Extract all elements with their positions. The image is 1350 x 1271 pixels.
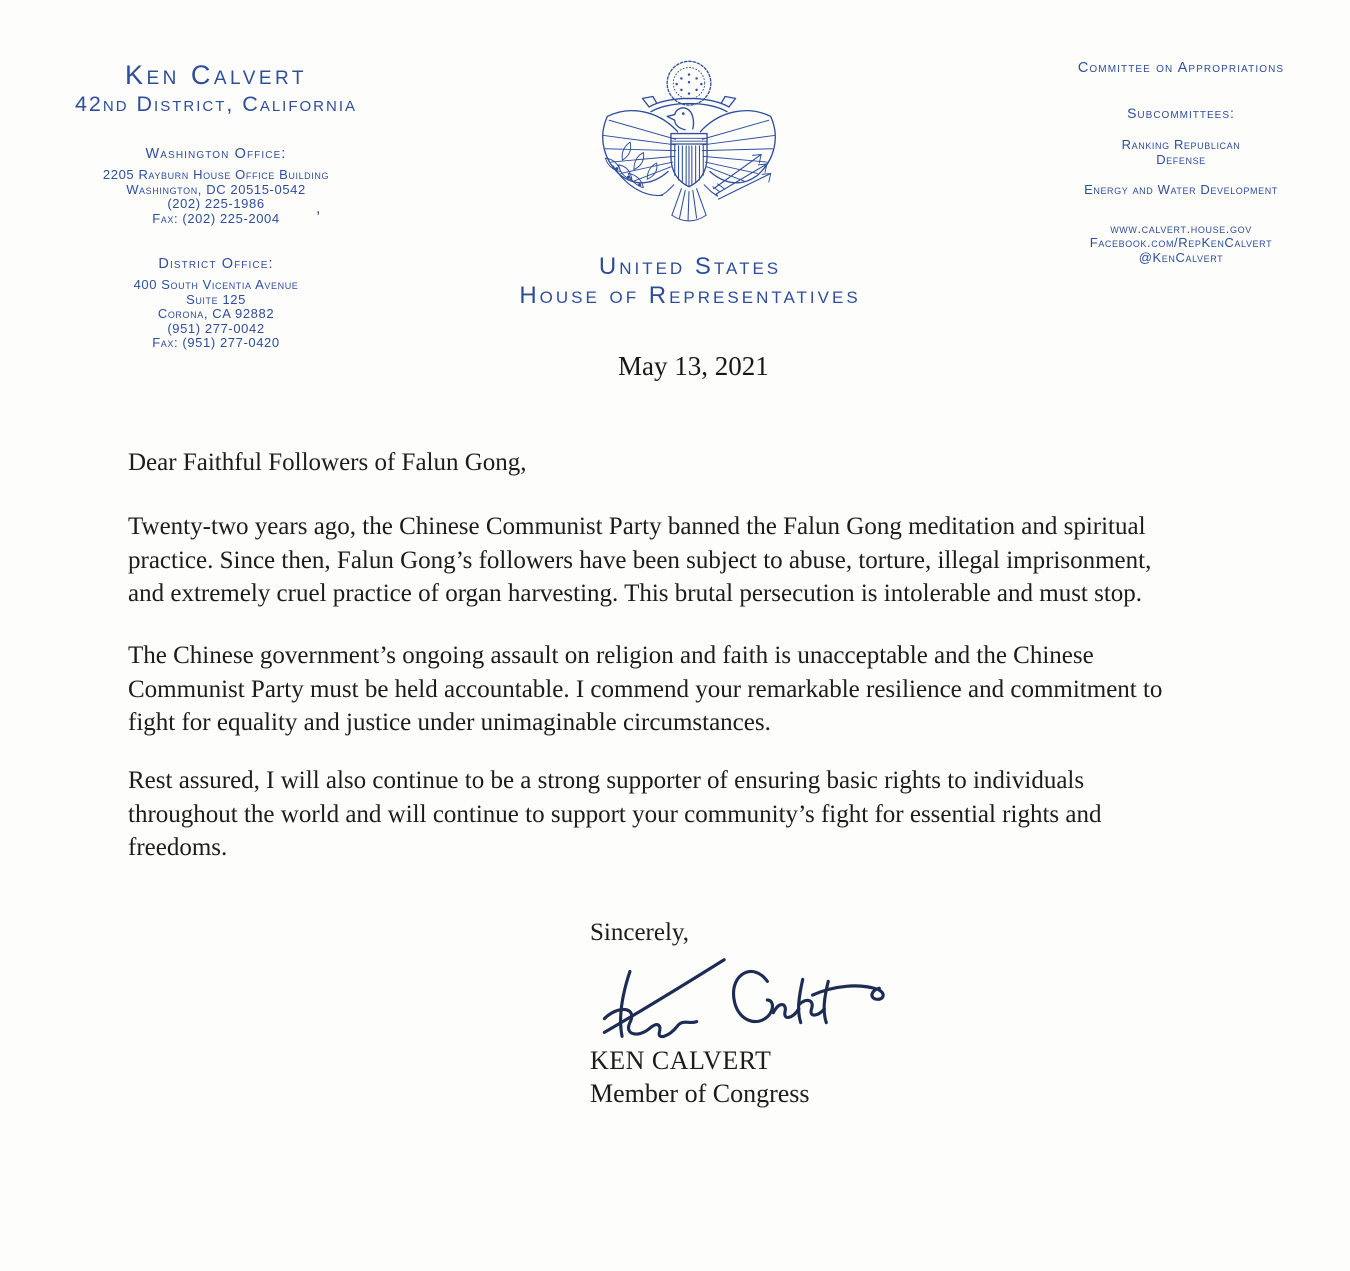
paragraph-2 — [128, 639, 1288, 740]
member-name: Ken Calvert — [124, 60, 308, 90]
district-office-address — [40, 278, 392, 351]
paragraph-1 — [128, 510, 1288, 611]
paragraph-line: throughout the world and will continue to support your community’s fight for essential rights and — [128, 800, 1102, 828]
twitter-handle-line: @KenCalvert — [1138, 249, 1224, 265]
subcommittee-line: Defense — [1156, 151, 1206, 167]
subcommittees-heading: Subcommittees: — [1127, 105, 1235, 121]
letter-date: May 13, 2021 — [618, 351, 769, 381]
washington-office-heading: Washington Office: — [145, 146, 287, 162]
address-line: Corona, CA 92882 — [157, 306, 275, 321]
paragraph-line: fight for equality and justice under unimaginable circumstances. — [128, 709, 771, 736]
facebook-line: Facebook.com/RepKenCalvert — [1089, 235, 1273, 250]
paragraph-line: The Chinese government’s ongoing assault on religion and faith is unacceptable and the Chinese — [128, 642, 1094, 669]
phone-line: (202) 225-1986 — [167, 196, 265, 211]
org-name-block — [425, 252, 955, 310]
letterhead-right-block — [1020, 60, 1342, 265]
subcommittee-line: Energy and Water Development — [1084, 182, 1278, 197]
district-office-heading: District Office: — [158, 256, 274, 272]
committee-heading: Committee on Appropriations — [1077, 60, 1285, 76]
closing: Sincerely, — [590, 919, 690, 946]
paragraph-line: freedoms. — [128, 834, 228, 861]
contact-block — [1020, 222, 1342, 266]
phone-line: (951) 277-0042 — [167, 320, 265, 336]
district-line: 42nd District, California — [74, 92, 358, 116]
address-line: 400 South Vicentia Avenue — [133, 277, 299, 292]
paragraph-line: practice. Since then, Falun Gong’s followers have been subject to abuse, torture, illegal imprisonment, — [128, 546, 1152, 574]
subcommittee-group — [1020, 183, 1342, 198]
paragraph-line: Twenty-two years ago, the Chinese Communist Party banned the Falun Gong meditation and spiritual — [128, 513, 1146, 540]
typed-signature-title: Member of Congress — [590, 1079, 810, 1108]
org-line-house: House of Representatives — [519, 282, 861, 309]
great-seal-eagle-icon — [594, 50, 784, 238]
subcommittee-line: Ranking Republican — [1121, 137, 1241, 152]
website-line: www.calvert.house.gov — [1110, 220, 1252, 236]
salutation: Dear Faithful Followers of Falun Gong, — [128, 449, 527, 476]
paragraph-3 — [128, 764, 1288, 865]
fax-line: Fax: (951) 277-0420 — [152, 335, 280, 350]
paragraph-line: Rest assured, I will also continue to be a strong supporter of ensuring basic rights to individuals — [128, 767, 1085, 794]
address-line: Washington, DC 20515-0542 — [126, 181, 306, 197]
fax-line: Fax: (202) 225-2004 — [152, 210, 280, 226]
paragraph-line: and extremely cruel practice of organ harvesting. This brutal persecution is intolerable and must stop. — [128, 580, 1143, 607]
handwritten-signature — [578, 946, 888, 1054]
washington-office-address — [40, 168, 392, 226]
subcommittee-group — [1020, 138, 1342, 167]
address-line: 2205 Rayburn House Office Building — [102, 167, 330, 182]
typed-signature-name: KEN CALVERT — [590, 1046, 772, 1075]
address-line: Suite 125 — [186, 291, 246, 307]
org-line-united-states: United States — [598, 253, 782, 280]
letterhead-left-block — [40, 60, 392, 351]
paragraph-line: Communist Party must be held accountable. I commend your remarkable resilience and commitment to — [128, 675, 1163, 703]
scan-artifact-mark: , — [316, 200, 321, 217]
